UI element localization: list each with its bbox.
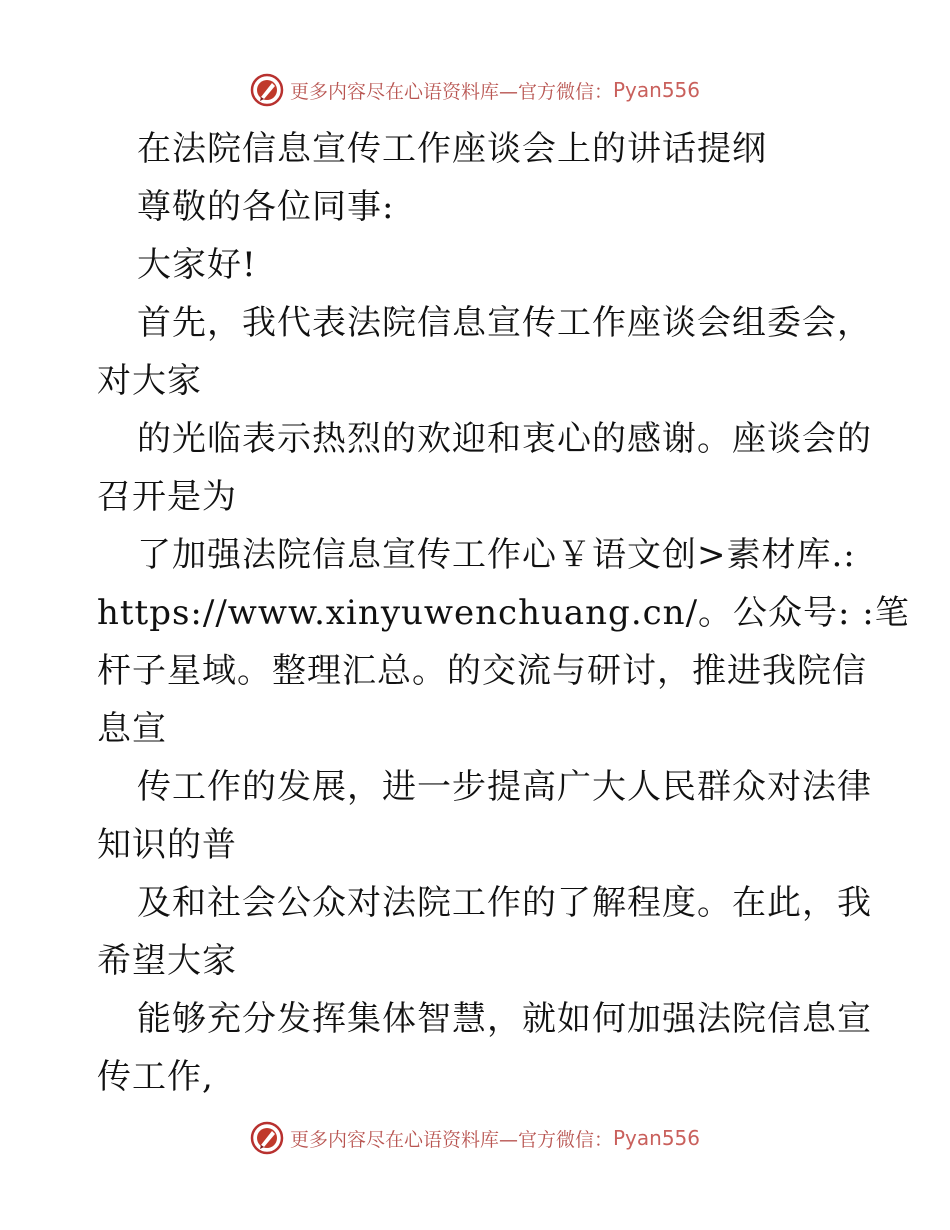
text-line: 能够充分发挥集体智慧，就如何加强法院信息宣: [137, 999, 872, 1039]
text-line: 传工作,: [97, 1057, 214, 1097]
text-line: 召开是为: [97, 477, 237, 517]
text-line: 大家好!: [137, 245, 257, 285]
text-line: 息宣: [97, 709, 167, 749]
document-body: [97, 120, 910, 1106]
pen-logo-icon: [250, 73, 284, 107]
text-line: 首先，我代表法院信息宣传工作座谈会组委会，: [137, 303, 872, 343]
text-line: 传工作的发展，进一步提高广大人民群众对法律: [137, 767, 872, 807]
text-line: 了加强法院信息宣传工作心￥语文创>素材库.:: [137, 535, 856, 575]
banner-wechat-id: Pyan556: [613, 78, 701, 102]
text-line: 希望大家: [97, 941, 237, 981]
text-line: 杆子星域。整理汇总。的交流与研讨，推进我院信: [97, 651, 867, 691]
text-line: 的光临表示热烈的欢迎和衷心的感谢。座谈会的: [137, 419, 872, 459]
banner-wechat-id: Pyan556: [613, 1126, 701, 1150]
text-line: 在法院信息宣传工作座谈会上的讲话提纲: [137, 129, 767, 169]
header-banner: [0, 70, 950, 110]
text-line: 及和社会公众对法院工作的了解程度。在此，我: [137, 883, 872, 923]
banner-text: 更多内容尽在心语资料库—官方微信：: [289, 80, 613, 103]
text-line: 知识的普: [97, 825, 237, 865]
pen-logo-icon: [250, 1121, 284, 1155]
footer-banner: [0, 1118, 950, 1158]
text-line: 尊敬的各位同事:: [137, 187, 395, 227]
text-line: https://www.xinyuwenchuang.cn/。公众号: :笔: [97, 593, 910, 633]
banner-text: 更多内容尽在心语资料库—官方微信：: [289, 1128, 613, 1151]
text-line: 对大家: [97, 361, 202, 401]
